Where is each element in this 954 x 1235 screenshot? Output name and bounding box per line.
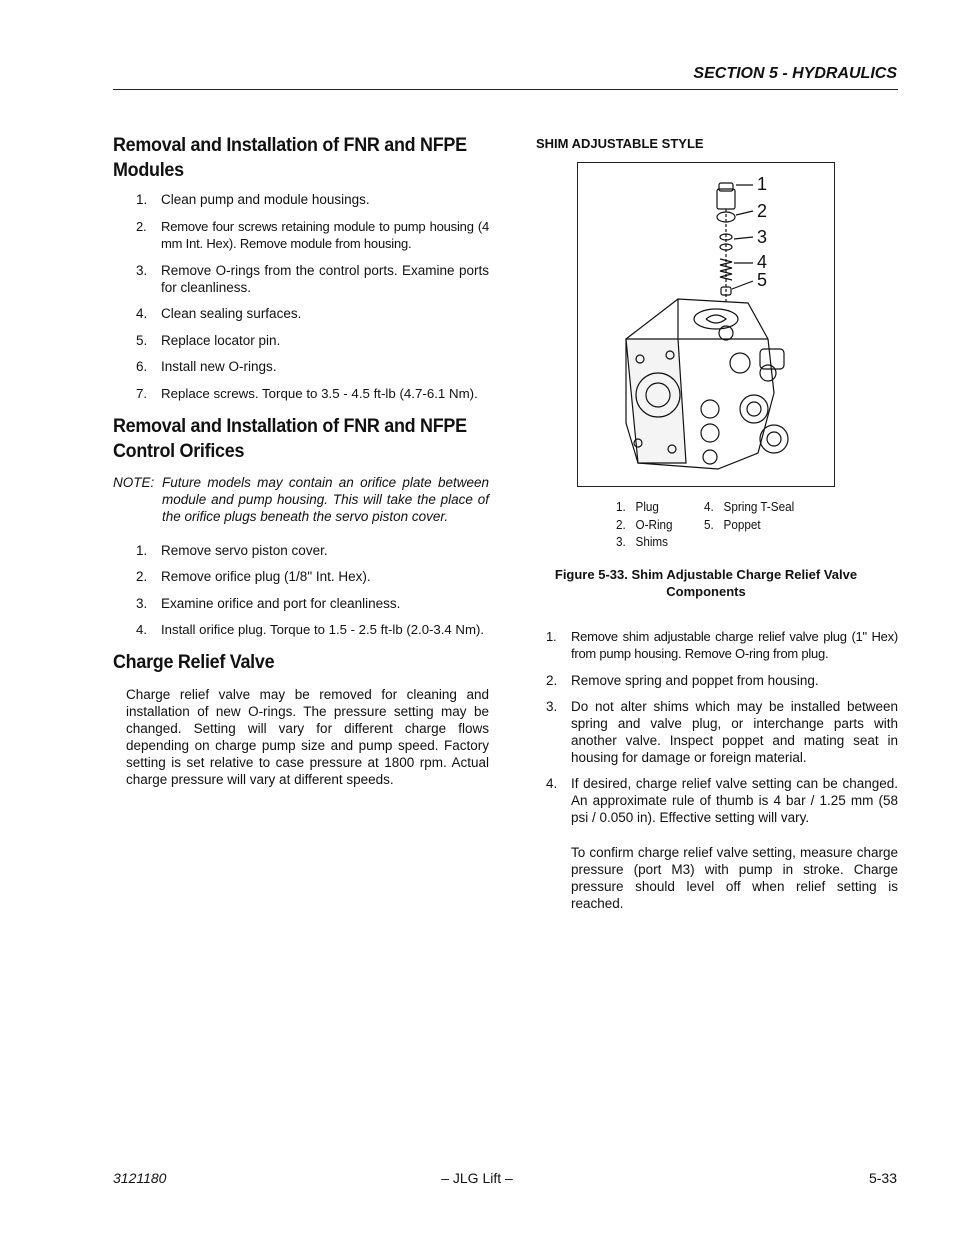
legend-item: 3. Shims [616,534,669,549]
list-item: 2. Remove four screws retaining module to pump housing (4 mm Int. Hex). Remove module from housing. [136,219,489,251]
callout-4: 4 [757,252,768,272]
list-item: 3. Do not alter shims which may be installed between spring and valve plug, or interchange parts with another valve. Inspect poppet and mating seat in housing for damage or foreign material. [546,699,898,765]
figure-caption [536,566,876,600]
legend-item: 4. Spring T-Seal [704,499,795,514]
heading-charge-relief-valve: Charge Relief Valve [113,651,275,673]
left-column [113,133,489,788]
list-item: 4. If desired, charge relief valve setting can be changed. An approximate rule of thumb is 4 bar / 1.25 mm (58 psi / 0.050 in). Effective setting will vary. [546,776,898,825]
legend-item: 2. O-Ring [616,516,673,532]
list-item: 1. Remove servo piston cover. [136,543,328,558]
callout-2: 2 [757,201,768,221]
paragraph-confirm-setting: To confirm charge relief valve setting, measure charge pressure (port M3) with pump in stroke. Charge pressure should level off when relief setting is reached. [571,845,898,911]
list-item: 2. Remove spring and poppet from housing. [546,673,819,688]
callout-1: 1 [757,174,768,194]
plug-shape [717,189,735,209]
list-item: 7. Replace screws. Torque to 3.5 - 4.5 ft-lb (4.7-6.1 Nm). [136,386,478,401]
note [113,474,489,525]
list-item: 6. Install new O-rings. [136,359,277,374]
caption-line: Components [666,584,746,599]
list-item: 5. Replace locator pin. [136,333,281,348]
footer-doc-number: 3121180 [113,1170,167,1186]
figure-legend-col2 [704,498,794,533]
steps-list-modules [113,191,489,402]
list-item: 3. Remove O-rings from the control ports. Examine ports for cleanliness. [136,263,489,295]
note-text: Future models may contain an orifice plate between module and pump housing. This will take the place of the orifice plugs beneath the servo piston cover. [162,475,489,524]
steps-list-orifices [113,542,489,638]
legend-item: 5. Poppet [704,516,761,532]
list-item: 1. Remove shim adjustable charge relief valve plug (1" Hex) from pump housing. Remove O-ring from plug. [546,629,898,661]
figure-legend-col1 [616,498,673,551]
callout-3: 3 [757,227,768,247]
callout-5: 5 [757,270,768,290]
list-item: 2. Remove orifice plug (1/8" Int. Hex). [136,569,371,584]
legend-item: 1. Plug [616,499,659,514]
header-rule [113,89,898,90]
steps-list-charge-relief [523,628,898,826]
list-item: 4. Install orifice plug. Torque to 1.5 - 2.5 ft-lb (2.0-3.4 Nm). [136,622,484,637]
heading-control-orifices: Removal and Installation of FNR and NFPE Control Orifices [113,415,467,462]
list-item: 1. Clean pump and module housings. [136,192,370,207]
section-header: SECTION 5 - HYDRAULICS [693,65,897,82]
list-item: 3. Examine orifice and port for cleanliness. [136,596,401,611]
paragraph-charge-relief: Charge relief valve may be removed for cleaning and installation of new O-rings. The pressure setting may be changed. Setting will vary for different charge flows depending on charge pump size and pump speed. Factory setting is set relative to case pressure at 1800 rpm. Actual charge pressure will vary at different speeds. [126,687,489,787]
right-steps [523,628,898,912]
footer-center: – JLG Lift – [441,1170,513,1186]
pump-drawing [578,163,834,486]
list-item: 4. Clean sealing surfaces. [136,306,302,321]
note-label: NOTE: [113,475,155,490]
caption-line: Figure 5-33. Shim Adjustable Charge Relief Valve [554,567,858,582]
figure-subhead: SHIM ADJUSTABLE STYLE [536,136,704,151]
figure-pump-illustration [577,162,835,487]
heading-fnr-modules: Removal and Installation of FNR and NFPE Modules [113,134,467,181]
footer-page-number: 5-33 [868,1170,897,1186]
